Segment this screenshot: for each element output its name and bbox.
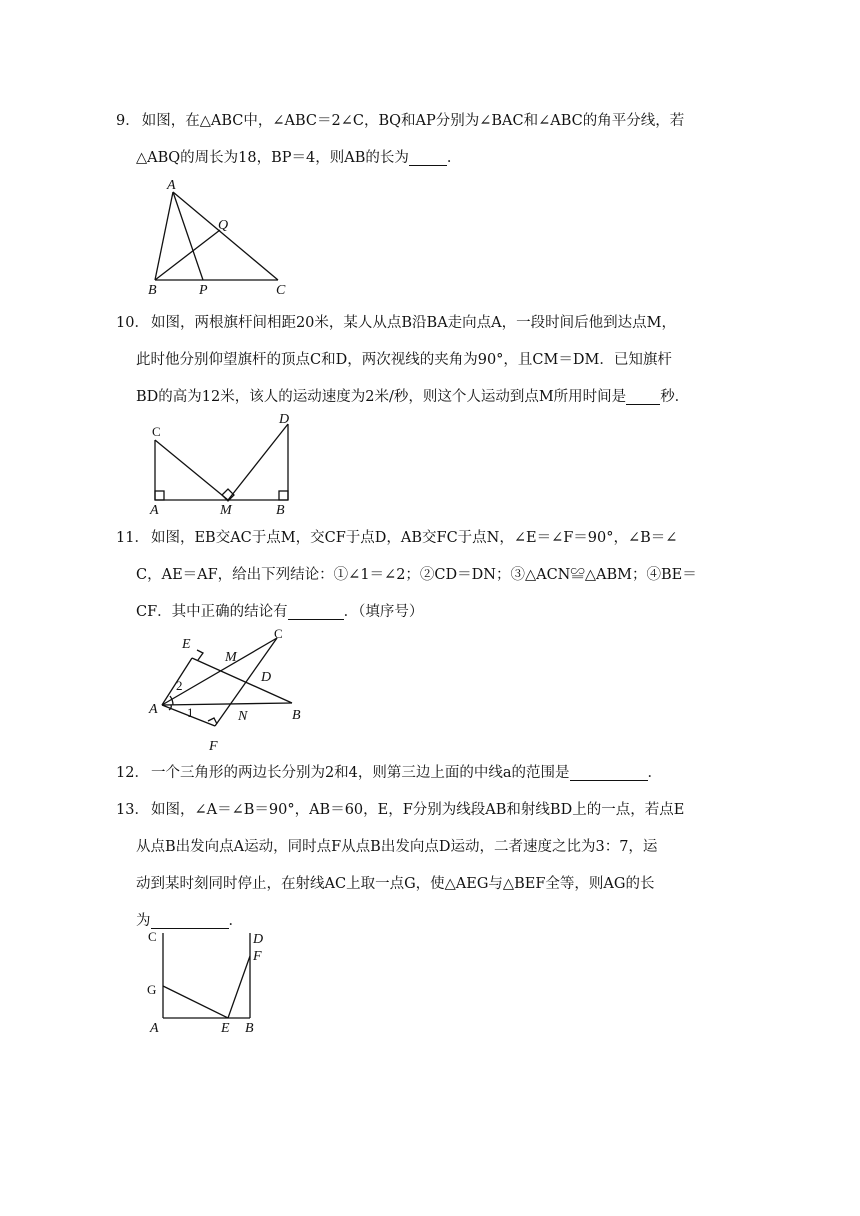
q11-number: 11．: [116, 530, 149, 546]
q11-line-1: 11． 如图，EB交AC于点M，交CF于点D，AB交FC于点N，∠E＝∠F＝90°，∠B＝∠: [116, 530, 678, 546]
q11-label-1: 1: [187, 705, 194, 720]
q13-line-4: 为 ．: [136, 913, 243, 929]
q11-label-b: B: [292, 708, 301, 723]
q9-label-a: A: [167, 178, 176, 193]
question-11: [116, 520, 736, 631]
q13-figure: [140, 925, 280, 1040]
q13-line-3: 动到某时刻同时停止，在射线AC上取一点G，使△AEG与△BEF全等，则AG的长: [136, 876, 655, 892]
q11-label-d: D: [261, 670, 272, 685]
q13-number: 13．: [116, 802, 149, 818]
q11-label-a: A: [149, 702, 158, 717]
q12-line-1: 12． 一个三角形的两边长分别为2和4，则第三边上面的中线a的范围是 ．: [116, 765, 663, 781]
q13-label-d: D: [253, 932, 264, 947]
q13-line-2: 从点B出发向点A运动，同时点F从点B出发向点D运动，二者速度之比为3：7，运: [136, 839, 658, 855]
q9-figure: [140, 178, 300, 298]
q9-label-b: B: [148, 283, 157, 298]
q12-number: 12．: [116, 765, 149, 781]
q11-label-f: F: [209, 739, 218, 754]
q11-label-m: M: [225, 650, 237, 665]
q10-line-1: 10． 如图，两根旗杆间相距20米，某人从点B沿BA走向点A，一段时间后他到达点M，: [116, 315, 677, 331]
q10-figure: [140, 412, 300, 518]
q11-label-c: C: [274, 626, 283, 641]
q10-label-a: A: [150, 503, 159, 518]
q11-line-3: CF．其中正确的结论有 ．（填序号）: [136, 604, 424, 620]
q13-label-g: G: [147, 982, 157, 997]
answer-blank[interactable]: [409, 149, 447, 166]
q9-label-c: C: [276, 283, 286, 298]
q11-line-2: C，AE＝AF，给出下列结论：①∠1＝∠2；②CD＝DN；③△ACN≌△ABM；④BE＝: [136, 567, 697, 583]
q10-label-d: D: [279, 412, 290, 427]
q9-line-1: 9． 如图，在△ABC中，∠ABC＝2∠C，BQ和AP分别为∠BAC和∠ABC的角平分线，若: [116, 113, 685, 129]
q13-label-a: A: [150, 1021, 159, 1036]
q11-label-n: N: [238, 709, 248, 724]
answer-blank[interactable]: [288, 603, 344, 620]
answer-blank[interactable]: [570, 764, 648, 781]
q10-line-3: BD的高为12米，该人的运动速度为2米/秒，则这个人运动到点M所用时间是 秒．: [136, 389, 690, 405]
question-9: [116, 103, 736, 177]
q9-label-p: P: [199, 283, 208, 298]
q10-line-2: 此时他分别仰望旗杆的顶点C和D，两次视线的夹角为90°，且CM＝DM．已知旗杆: [136, 352, 672, 368]
q13-label-e: E: [221, 1021, 230, 1036]
question-12: [116, 755, 736, 792]
q10-label-m: M: [220, 503, 232, 518]
q11-label-2: 2: [176, 678, 183, 693]
q13-line-1: 13． 如图，∠A＝∠B＝90°，AB＝60，E，F分别为线段AB和射线BD上的一点，若点E: [116, 802, 685, 818]
q9-number: 9．: [116, 113, 140, 129]
q11-label-e: E: [182, 637, 191, 652]
question-10: [116, 305, 736, 416]
q13-label-f: F: [253, 949, 262, 964]
q10-label-c: C: [152, 424, 161, 439]
question-13: [116, 792, 736, 940]
answer-blank[interactable]: [626, 388, 660, 405]
q13-label-b: B: [245, 1021, 254, 1036]
q10-number: 10．: [116, 315, 149, 331]
q9-line-2: △ABQ的周长为18，BP＝4，则AB的长为 ．: [136, 150, 462, 166]
q9-label-q: Q: [218, 218, 229, 233]
q13-label-c: C: [148, 929, 157, 944]
q10-label-b: B: [276, 503, 285, 518]
q11-figure: [140, 623, 320, 753]
